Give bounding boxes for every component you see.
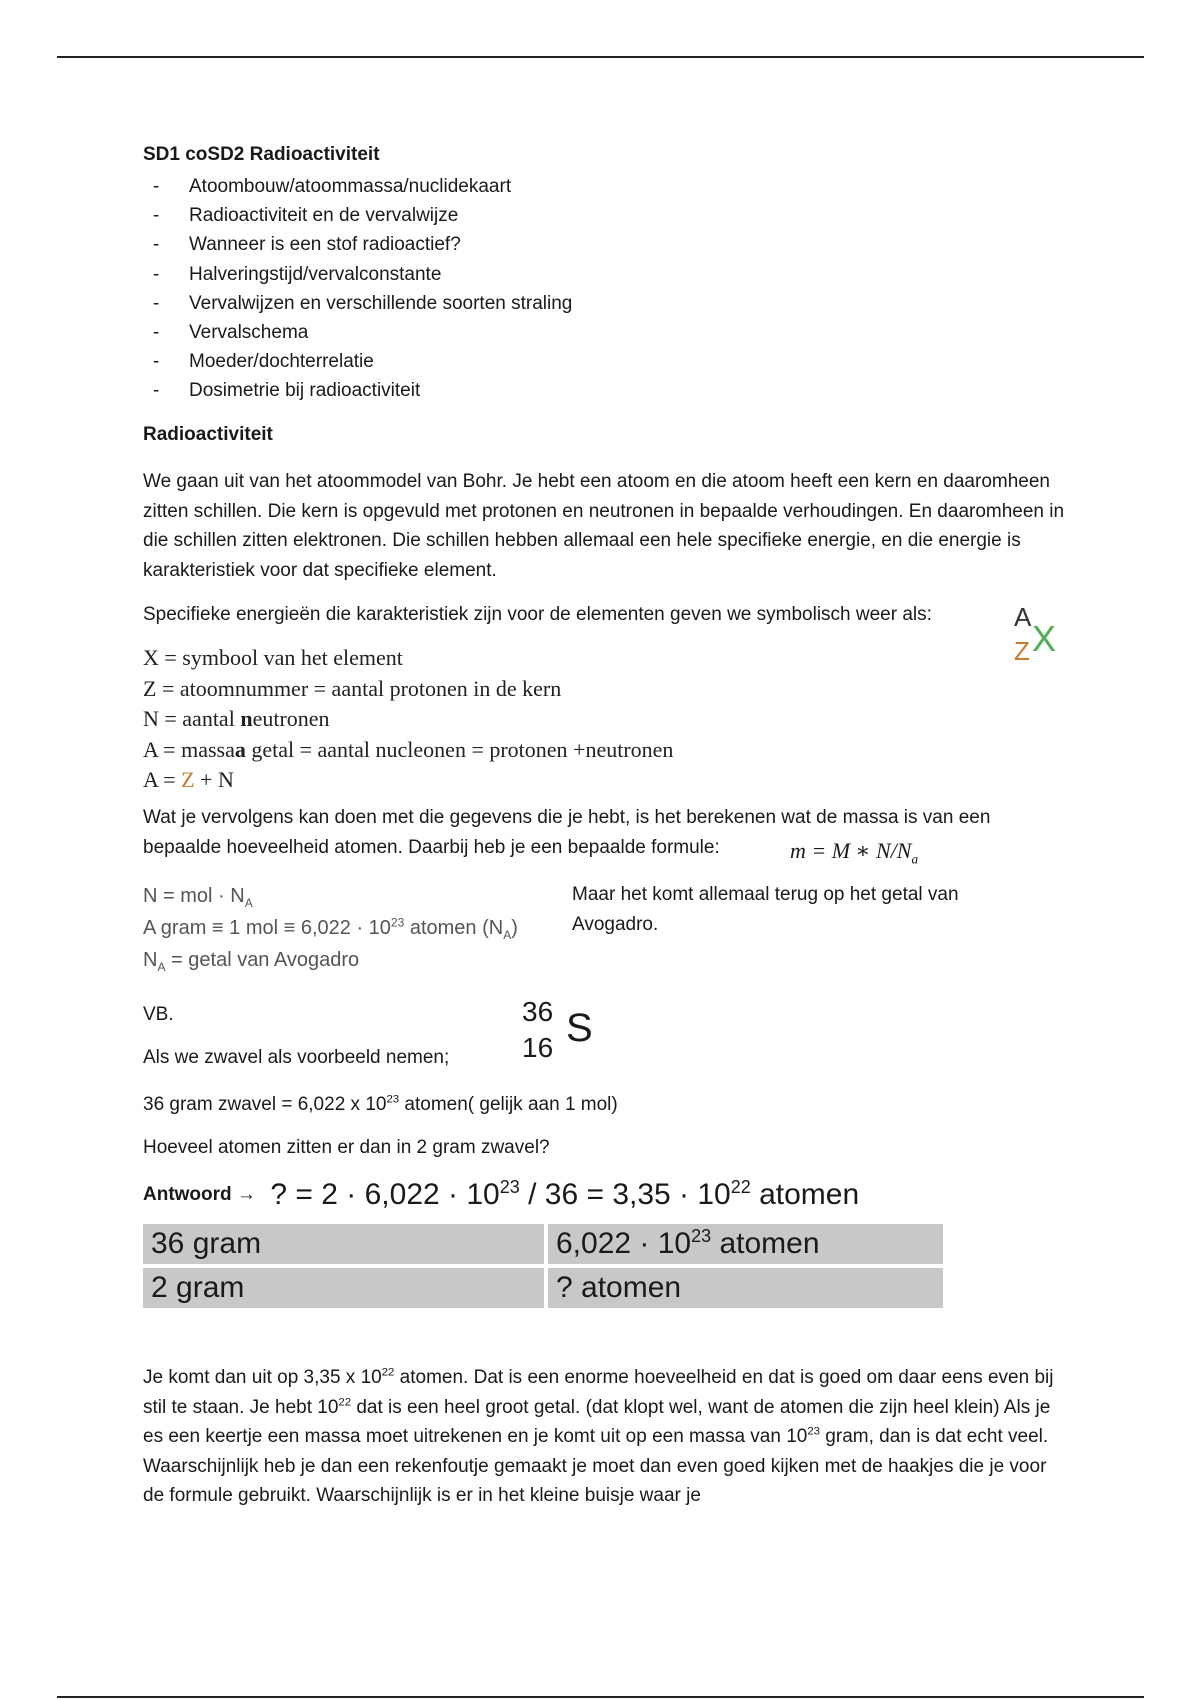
definition-z: Z = atoomnummer = aantal protonen in de kern [143,675,562,701]
top-rule [57,56,1144,58]
sulfur-mass-number: 36 [522,996,554,1027]
table-row [143,1268,943,1308]
paragraph-mass: Wat je vervolgens kan doen met die gegevens die je hebt, is het berekenen wat de massa is van een bepaalde hoeveelheid atomen. Daarbij heb je een bepaalde formule: [143,807,991,858]
bottom-rule [57,1696,1144,1698]
section-heading: Radioactiviteit [143,424,273,445]
example-label: VB. [143,1004,174,1025]
question: Hoeveel atomen zitten er dan in 2 gram zwavel? [143,1137,550,1158]
mol-line-2: A gram ≡ 1 mol ≡ $6,022 \cdot 10^{23}$ atomen $(N_A)$ [143,915,518,942]
table-cell: 36 gram [143,1224,544,1264]
table-cell: ? atomen [544,1268,943,1308]
answer-formula: ? = $2 \cdot 6,022 \cdot 10^{23} / 36 = 3,35 \cdot 10^{22}$ atomen [270,1177,860,1211]
list-item: - Vervalschema [143,318,843,347]
mass-formula: m = M ∗ $N/N_a$ [790,838,919,867]
table-cell: $6,022 \cdot 10^{23}$ atomen [544,1224,943,1264]
conclusion-paragraph: Je komt dan uit op 3,35 x $10^{22}$ atomen. Dat is een enorme hoeveelheid en dat is goed om daar eens even bij stil te staan. Je hebt $10^{22}$ dat is een heel groot getal. (dat klopt wel, want de atomen die zijn heel klein) Als je es een keertje een massa moet uitrekenen en je komt uit op een massa van $10^{23}$ gram, dan is dat echt veel. Waarschijnlijk heb je dan een rekenfoutje gemaakt je moet dan even goed kijken met de haakjes die je voor de formule gebruikt. Waarschijnlijk is er in het kleine buisje waar je [143,1366,1054,1506]
list-item: - Dosimetrie bij radioactiviteit [143,376,843,405]
list-item: - Vervalwijzen en verschillende soorten straling [143,289,843,318]
mol-line-3: $N_A$ = getal van Avogadro [143,949,360,974]
sulfur-atomic-number: 16 [522,1032,554,1063]
element-symbol-label: X [1032,618,1057,659]
atomic-number-label: Z [1014,636,1030,666]
definition-n: N = aantal neutronen [143,706,330,731]
paragraph-bohr: We gaan uit van het atoommodel van Bohr. Je hebt een atoom en die atoom heeft een kern en daaromheen zitten schillen. Die kern is opgevuld met protonen en neutronen in bepaalde verhoudingen. En daaromheen in die schillen zitten elektronen. Die schillen hebben allemaal een hele specifieke energie, en die energie is karakteristiek voor dat specifieke element. [143,471,1065,581]
answer-label: Antwoord → [143,1184,256,1205]
list-item: - Wanneer is een stof radioactief? [143,230,843,259]
mol-line-1: N = mol · $N_A$ [143,885,253,910]
topic-list [143,172,843,406]
definition-sum: A = Z + N [143,767,234,792]
table-row [143,1224,943,1264]
table-cell: 2 gram [143,1268,544,1308]
page-title: SD1 coSD2 Radioactiviteit [143,144,380,165]
mass-number-label: A [1014,602,1032,632]
ratio-table [143,1220,943,1312]
example-fact: 36 gram zwavel = 6,022 x $10^{23}$ atomen( gelijk aan 1 mol) [143,1093,618,1115]
list-item: - Moeder/dochterrelatie [143,347,843,376]
list-item: - Halveringstijd/vervalconstante [143,260,843,289]
paragraph-symbolic: Specifieke energieën die karakteristiek zijn voor de elementen geven we symbolisch weer als: [143,604,932,625]
mol-lines [143,880,563,976]
sulfur-element-symbol: S [566,1006,593,1050]
list-item: - Atoombouw/atoommassa/nuclidekaart [143,172,843,201]
avogadro-note: Maar het komt allemaal terug op het getal van Avogadro. [572,884,959,935]
list-item: - Radioactiviteit en de vervalwijze [143,201,843,230]
definition-block [143,643,943,796]
answer-line [143,1178,859,1212]
definition-x: X = symbool van het element [143,645,403,670]
definition-a: A = massaa getal = aantal nucleonen = protonen +neutronen [143,736,674,762]
example-sentence: Als we zwavel als voorbeeld nemen; [143,1047,450,1068]
nuclide-symbol [1012,602,1062,672]
sulfur-symbol [522,996,602,1066]
